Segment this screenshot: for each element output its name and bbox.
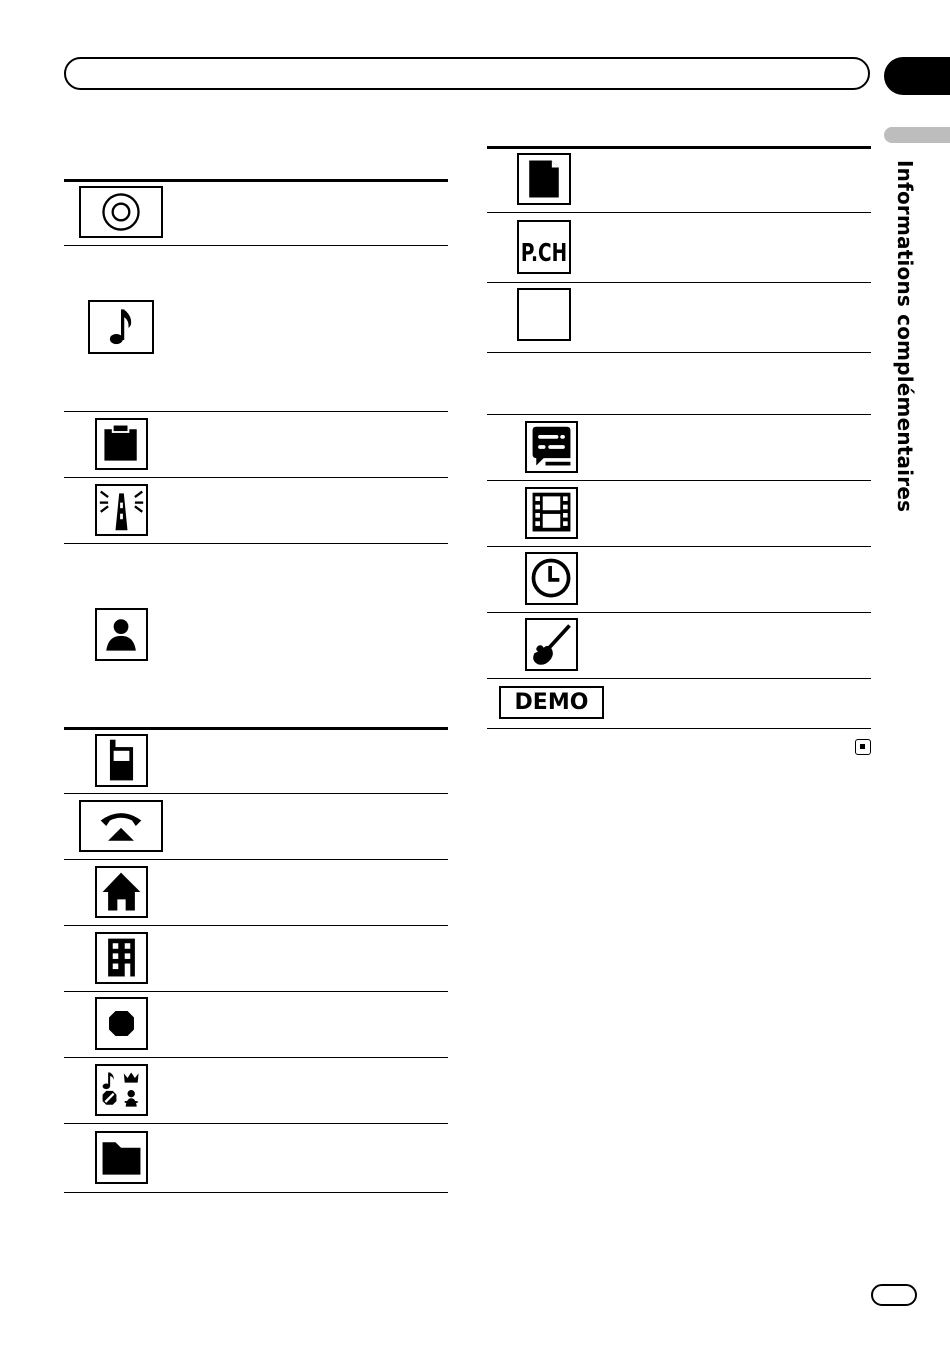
demo-label: DEMO (514, 690, 589, 715)
table-rule (487, 546, 871, 547)
end-of-section-icon (855, 739, 871, 755)
table-rule (64, 1123, 448, 1124)
pch-label: P.CH (520, 237, 568, 267)
table-rule (487, 612, 871, 613)
music-note-icon (88, 300, 154, 354)
table-rule (64, 1192, 448, 1193)
file-icon (517, 153, 571, 205)
pch-icon (517, 220, 571, 274)
table-rule (487, 282, 871, 283)
section-tab (884, 127, 950, 143)
table-rule (487, 414, 871, 415)
table-rule (64, 411, 448, 412)
table-rule (64, 1057, 448, 1058)
header-bar (64, 57, 870, 90)
table-rule (487, 480, 871, 481)
person-icon (95, 608, 148, 661)
table-rule (64, 543, 448, 544)
speech-bubble-icon (525, 421, 578, 473)
blank-icon (517, 288, 571, 341)
table-rule (64, 727, 448, 730)
multi-category-icon (95, 1064, 148, 1116)
table-rule (64, 793, 448, 794)
table-rule (487, 146, 871, 149)
table-rule (64, 179, 448, 182)
table-rule (487, 352, 871, 353)
clipboard-icon (95, 418, 148, 470)
mobile-phone-icon (95, 734, 148, 787)
table-rule (64, 245, 448, 246)
chapter-tab (884, 57, 950, 95)
building-icon (95, 932, 148, 984)
table-rule (64, 991, 448, 992)
page-number-badge (871, 1284, 917, 1306)
table-rule (64, 859, 448, 860)
disc-icon (79, 186, 163, 238)
clock-icon (525, 552, 578, 605)
home-icon (95, 866, 148, 918)
octagon-icon (95, 997, 148, 1050)
phone-handset-icon (79, 800, 163, 852)
table-rule (487, 728, 871, 729)
guitar-icon (525, 618, 578, 671)
section-title: Informations complémentaires (893, 160, 917, 513)
table-rule (64, 477, 448, 478)
table-rule (64, 925, 448, 926)
film-icon (525, 487, 578, 539)
road-traffic-icon (95, 484, 148, 536)
table-rule (487, 212, 871, 213)
table-rule (487, 678, 871, 679)
folder-icon (95, 1131, 148, 1184)
demo-icon (499, 686, 604, 719)
